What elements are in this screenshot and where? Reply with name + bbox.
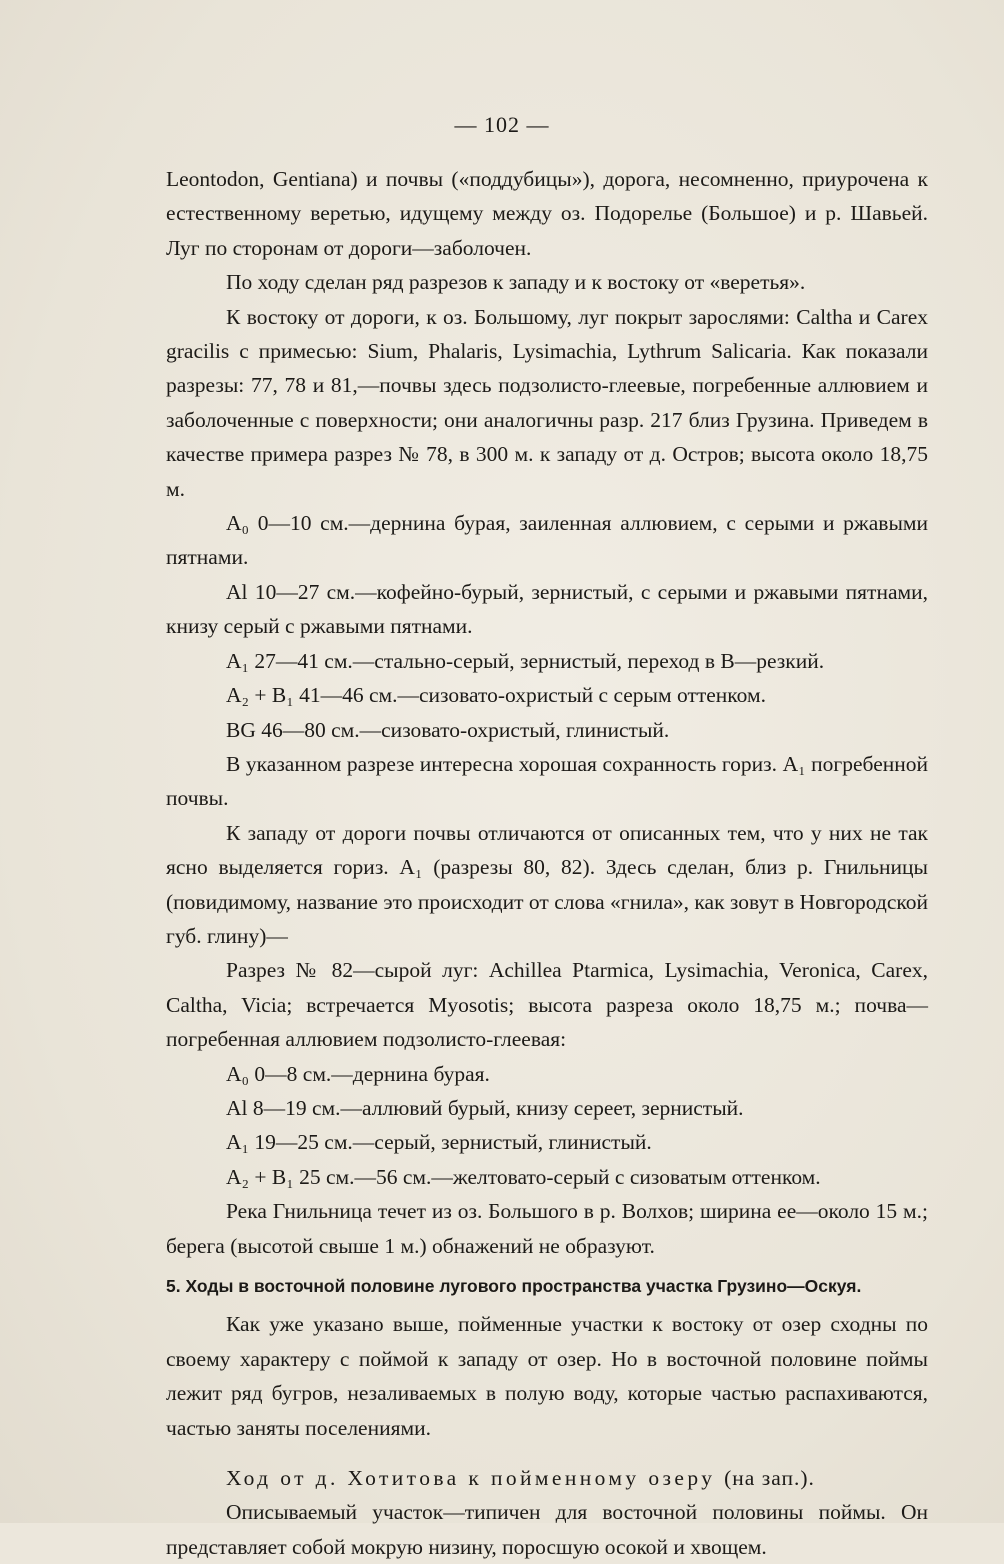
paragraph: Разрез № 82—сырой луг: Achillea Ptarmica, Lysimachia, Veronica, Carex, Caltha, Vicia; встречается Myosotis; высота разреза около 18,75 м.; почва—погребенная аллювием подзолисто-глеевая: — [166, 958, 928, 1052]
soil-horizon: A₁ 27—41 см.—стально-серый, зернистый, переход в B—резкий. — [226, 648, 825, 673]
soil-horizon: A₂ + B₁ 25 см.—56 см.—желтовато-серый с сизоватым оттенком. — [226, 1164, 821, 1189]
paragraph: Описываемый участок—типичен для восточной половины поймы. Он представляет собой мокрую низину, поросшую осокой и хвощем. — [166, 1500, 928, 1559]
soil-horizon: Al 10—27 см.—кофейно-бурый, зернистый, с серыми и ржавыми пятнами, книзу серый с ржавыми пятнами. — [166, 579, 928, 639]
soil-horizon: A₂ + B₁ 41—46 см.—сизовато-охристый с серым оттенком. — [226, 683, 766, 708]
subheading-title: Ход от д. Хотитова к пойменному озеру — [226, 1466, 716, 1491]
subheading — [166, 1461, 928, 1495]
page-number: — 102 — — [454, 112, 550, 137]
section-heading: 5. Ходы в восточной половине лугового пространства участка Грузино—Оскуя. — [166, 1276, 862, 1296]
paragraph: Leontodon, Gentiana) и почвы («поддубицы»), дорога, несомненно, приурочена к естественному веретью, идущему между оз. Подорелье (Большое) и р. Шавьей. Луг по сторонам от дороги—заболочен. — [166, 167, 928, 260]
paragraph: Как уже указано выше, пойменные участки к востоку от озер сходны по своему характеру с поймой к западу от озер. Но в восточной половине поймы лежит ряд бугров, незаливаемых в полую воду, которые частью распахиваются, частью заняты поселениями. — [166, 1312, 928, 1440]
soil-horizon: BG 46—80 см.—сизовато-охристый, глинистый. — [226, 717, 670, 742]
paragraph: Река Гнильница течет из оз. Большого в р. Волхов; ширина ее—около 15 м.; берега (высотой свыше 1 м.) обнажений не образуют. — [166, 1199, 928, 1258]
paragraph: В указанном разрезе интересна хорошая сохранность гориз. A₁ погребенной почвы. — [166, 751, 928, 811]
soil-horizon: A₁ 19—25 см.—серый, зернистый, глинистый. — [226, 1130, 652, 1155]
paragraph: По ходу сделан ряд разрезов к западу и к востоку от «веретья». — [226, 270, 806, 295]
soil-horizon: A₀ 0—10 см.—дернина бурая, заиленная аллювием, с серыми и ржавыми пятнами. — [166, 511, 928, 570]
page-body — [166, 162, 928, 1564]
subheading-direction: (на зап.). — [724, 1466, 815, 1491]
soil-horizon: A₀ 0—8 см.—дернина бурая. — [226, 1061, 490, 1086]
paragraph: К востоку от дороги, к оз. Большому, луг покрыт зарослями: Caltha и Carex gracilis с примесью: Sium, Phalaris, Lysimachia, Lythrum Salicaria. Как показали разрезы: 77, 78 и 81,—почвы здесь подзолисто-глеевые, погребенные аллювием и заболоченные с поверхности; они аналогичны разр. 217 близ Грузина. Приведем в качестве примера разрез № 78, в 300 м. к западу от д. Остров; высота около 18,75 м. — [166, 304, 928, 501]
paragraph: К западу от дороги почвы отличаются от описанных тем, что у них не так ясно выделяется гориз. A₁ (разрезы 80, 82). Здесь сделан, близ р. Гнильницы (повидимому, название это происходит от слова «гнила», как зовут в Новгородской губ. глину)— — [166, 820, 928, 948]
soil-horizon: Al 8—19 см.—аллювий бурый, книзу сереет, зернистый. — [226, 1095, 744, 1120]
